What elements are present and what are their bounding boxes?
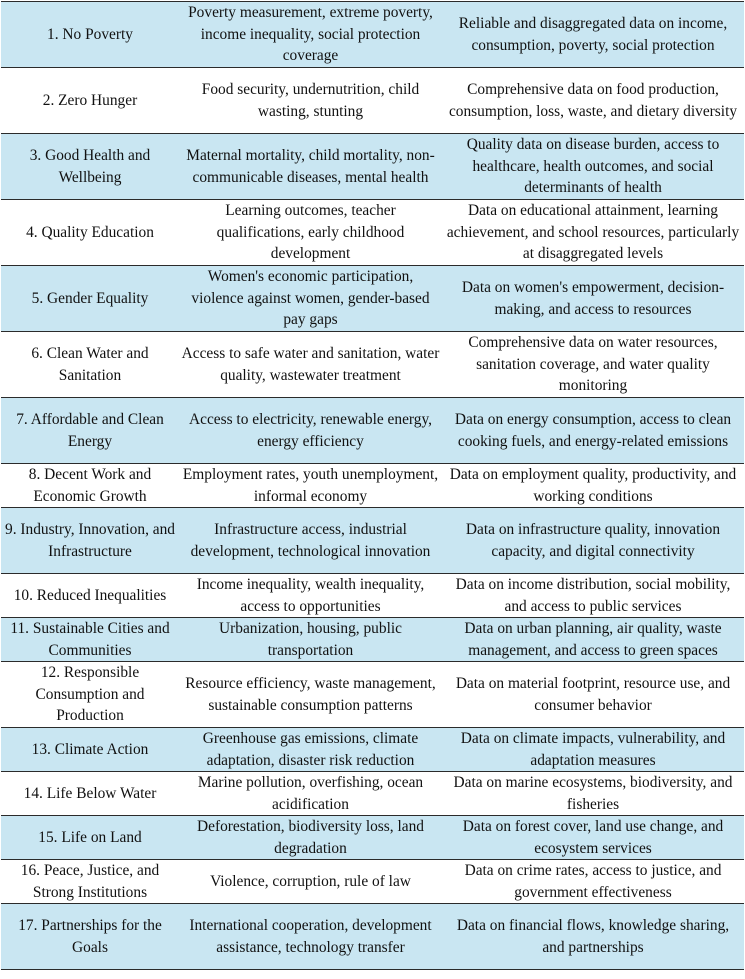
indicators-cell: Urbanization, housing, public transportation: [179, 618, 442, 662]
data-needs-cell: Data on infrastructure quality, innovation capacity, and digital connectivity: [442, 508, 744, 574]
data-needs-cell: Data on educational attainment, learning achievement, and school resources, particularly at disaggregated levels: [442, 200, 744, 266]
indicators-cell: Women's economic participation, violence against women, gender-based pay gaps: [179, 266, 442, 332]
indicators-cell: Employment rates, youth unemployment, informal economy: [179, 464, 442, 508]
goal-cell: 17. Partnerships for the Goals: [1, 904, 179, 970]
goal-cell: 1. No Poverty: [1, 2, 179, 68]
indicators-cell: Maternal mortality, child mortality, non-communicable diseases, mental health: [179, 134, 442, 200]
indicators-cell: Violence, corruption, rule of law: [179, 860, 442, 904]
table-row: [1, 68, 744, 134]
table-row: [1, 332, 744, 398]
data-needs-cell: Data on urban planning, air quality, waste management, and access to green spaces: [442, 618, 744, 662]
indicators-cell: Deforestation, biodiversity loss, land degradation: [179, 816, 442, 860]
table-row: [1, 2, 744, 68]
goal-cell: 3. Good Health and Wellbeing: [1, 134, 179, 200]
table-row: [1, 860, 744, 904]
table-row: [1, 508, 744, 574]
goal-cell: 5. Gender Equality: [1, 266, 179, 332]
goal-cell: 10. Reduced Inequalities: [1, 574, 179, 618]
goal-cell: 7. Affordable and Clean Energy: [1, 398, 179, 464]
data-needs-cell: Data on financial flows, knowledge sharing, and partnerships: [442, 904, 744, 970]
table-row: [1, 574, 744, 618]
data-needs-cell: Reliable and disaggregated data on income, consumption, poverty, social protection: [442, 2, 744, 68]
table-row: [1, 398, 744, 464]
data-needs-cell: Data on marine ecosystems, biodiversity, and fisheries: [442, 772, 744, 816]
goal-cell: 8. Decent Work and Economic Growth: [1, 464, 179, 508]
goal-cell: 4. Quality Education: [1, 200, 179, 266]
goal-cell: 2. Zero Hunger: [1, 68, 179, 134]
goal-cell: 12. Responsible Consumption and Production: [1, 662, 179, 728]
goal-cell: 13. Climate Action: [1, 728, 179, 772]
indicators-cell: Learning outcomes, teacher qualifications, early childhood development: [179, 200, 442, 266]
indicators-cell: Resource efficiency, waste management, sustainable consumption patterns: [179, 662, 442, 728]
indicators-cell: Access to safe water and sanitation, water quality, wastewater treatment: [179, 332, 442, 398]
table-row: [1, 904, 744, 970]
goal-cell: 16. Peace, Justice, and Strong Institutions: [1, 860, 179, 904]
goal-cell: 6. Clean Water and Sanitation: [1, 332, 179, 398]
goal-cell: 15. Life on Land: [1, 816, 179, 860]
table-row: [1, 200, 744, 266]
table-row: [1, 728, 744, 772]
goal-cell: 14. Life Below Water: [1, 772, 179, 816]
table-row: [1, 618, 744, 662]
indicators-cell: Access to electricity, renewable energy, energy efficiency: [179, 398, 442, 464]
goal-cell: 11. Sustainable Cities and Communities: [1, 618, 179, 662]
table-row: [1, 816, 744, 860]
table-row: [1, 772, 744, 816]
indicators-cell: Income inequality, wealth inequality, access to opportunities: [179, 574, 442, 618]
goal-cell: 9. Industry, Innovation, and Infrastructure: [1, 508, 179, 574]
indicators-cell: Marine pollution, overfishing, ocean acidification: [179, 772, 442, 816]
table-row: [1, 134, 744, 200]
indicators-cell: Poverty measurement, extreme poverty, income inequality, social protection coverage: [179, 2, 442, 68]
indicators-cell: Greenhouse gas emissions, climate adaptation, disaster risk reduction: [179, 728, 442, 772]
data-needs-cell: Data on forest cover, land use change, and ecosystem services: [442, 816, 744, 860]
table-row: [1, 266, 744, 332]
indicators-cell: Infrastructure access, industrial development, technological innovation: [179, 508, 442, 574]
indicators-cell: Food security, undernutrition, child wasting, stunting: [179, 68, 442, 134]
data-needs-cell: Quality data on disease burden, access to healthcare, health outcomes, and social determinants of health: [442, 134, 744, 200]
data-needs-cell: Data on crime rates, access to justice, and government effectiveness: [442, 860, 744, 904]
data-needs-cell: Comprehensive data on food production, consumption, loss, waste, and dietary diversity: [442, 68, 744, 134]
data-needs-cell: Data on income distribution, social mobility, and access to public services: [442, 574, 744, 618]
indicators-cell: International cooperation, development assistance, technology transfer: [179, 904, 442, 970]
data-needs-cell: Data on employment quality, productivity, and working conditions: [442, 464, 744, 508]
data-needs-cell: Data on climate impacts, vulnerability, and adaptation measures: [442, 728, 744, 772]
table-row: [1, 464, 744, 508]
table-row: [1, 662, 744, 728]
data-needs-cell: Data on material footprint, resource use, and consumer behavior: [442, 662, 744, 728]
data-needs-cell: Comprehensive data on water resources, sanitation coverage, and water quality monitoring: [442, 332, 744, 398]
data-needs-cell: Data on energy consumption, access to clean cooking fuels, and energy-related emissions: [442, 398, 744, 464]
sdg-data-table: [1, 1, 744, 970]
data-needs-cell: Data on women's empowerment, decision-making, and access to resources: [442, 266, 744, 332]
